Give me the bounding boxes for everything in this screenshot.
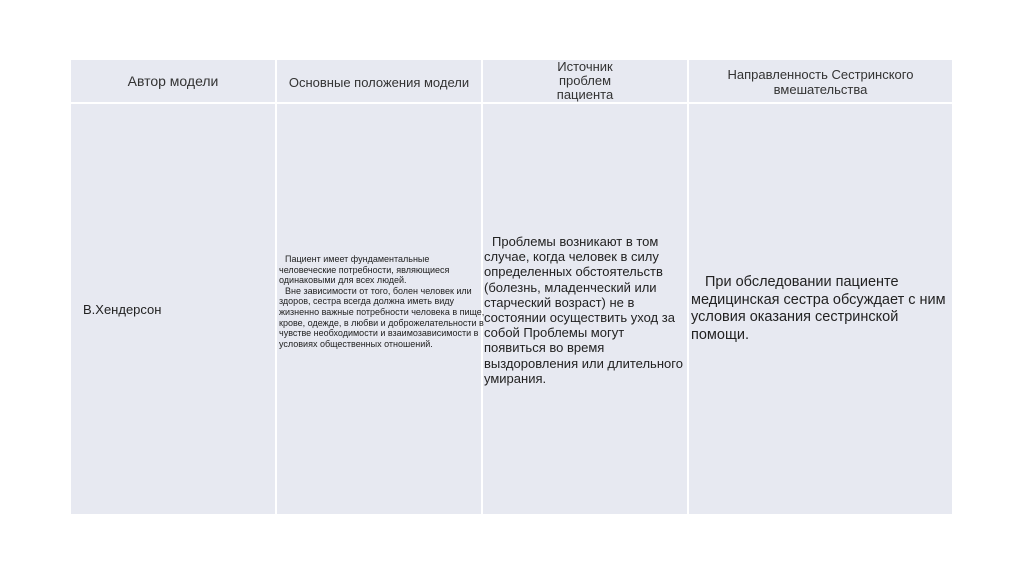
header-main-provisions: Основные положения модели — [288, 75, 470, 90]
header-author-model: Автор модели — [127, 73, 219, 89]
header-cell-direction — [689, 60, 952, 104]
nursing-model-table — [71, 60, 952, 514]
header-problem-source: Источник проблем пациента — [556, 59, 614, 102]
provisions-text — [279, 254, 487, 349]
provisions-paragraph-1: Пациент имеет фундаментальные человеческие потребности, являющиеся одинаковыми для всех людей. — [279, 254, 450, 286]
header-cell-provisions — [277, 60, 483, 104]
author-name: В.Хендерсон — [83, 302, 162, 317]
cell-direction — [689, 104, 952, 514]
cell-provisions — [277, 104, 483, 514]
header-cell-source — [483, 60, 689, 104]
source-text — [484, 234, 688, 386]
header-cell-author — [71, 60, 277, 104]
provisions-paragraph-2: Вне зависимости от того, болен человек или здоров, сестра всегда должна иметь виду жизненно важные потребности человека в пище, крове, одежде, в любви и доброжелательности в чувстве необходимости и взаимозависимости в условиях общественных отношений. — [279, 285, 485, 349]
cell-author — [71, 104, 277, 514]
source-paragraph: Проблемы возникают в том случае, когда человек в силу определенных обстоятельств (болезнь, младенческий или старческий возраст) не в состоянии осуществить уход за собой Проблемы могут появиться во время выздоровления или длительного умирания. — [484, 234, 683, 386]
direction-text — [691, 274, 949, 344]
header-intervention-direction: Направленность Сестринского вмешательства — [727, 67, 914, 97]
direction-paragraph: При обследовании пациенте медицинская сестра обсуждает с ним условия оказания сестринской помощи. — [691, 274, 946, 343]
cell-source — [483, 104, 689, 514]
